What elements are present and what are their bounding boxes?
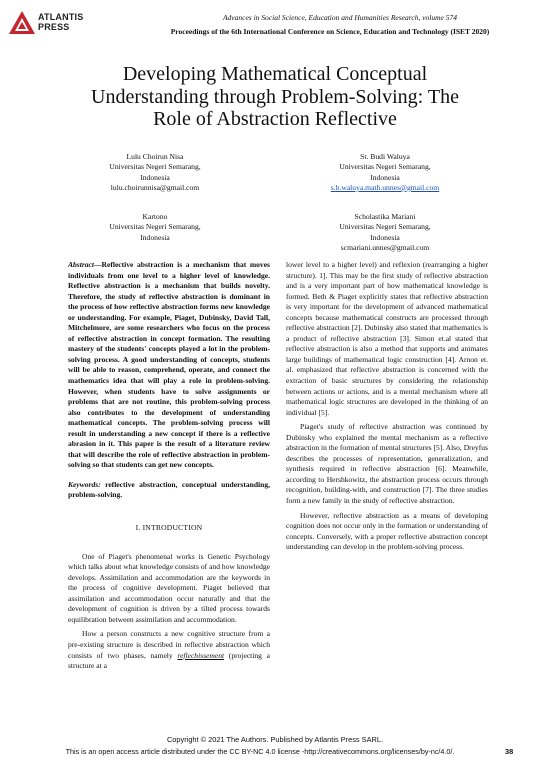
author-block-3 bbox=[55, 212, 255, 243]
author-country: Indonesia bbox=[140, 172, 170, 182]
author-country: Indonesia bbox=[370, 172, 400, 182]
author-email: scmariani.unnes@gmail.com bbox=[340, 242, 430, 252]
body-paragraph: One of Piaget's phenomenal works is Genetic Psychology which talks about what knowledge consists of and how knowledge develops. Assimilation and accommodation are the keywords in the process of cognitive development. Piaget believed that assimilation and accommodation occur naturally and that the development of cognition is driven by a tilted process towards equilibration between assimilation and accommodation. bbox=[68, 551, 270, 624]
footer-copyright: Copyright © 2021 The Authors. Published by Atlantis Press SARL. bbox=[166, 735, 384, 744]
author-block-4 bbox=[285, 212, 485, 253]
body-paragraph: How a person constructs a new cognitive structure from a pre-existing structure is described in reflective abstraction which consists of two phases, namely reflechissement (projecting a structure at a bbox=[68, 629, 271, 671]
author-affiliation: Universitas Negeri Semarang, bbox=[109, 222, 201, 232]
footer-license: This is an open access article distributed under the CC BY-NC 4.0 license -http://creativecommons.org/licenses/by-nc/4.0/. bbox=[65, 747, 455, 756]
left-column bbox=[68, 260, 270, 672]
body-paragraph: However, reflective abstraction as a means of developing cognition does not occur only in the formation or understanding of concepts. Conversely, with a proper reflective abstraction concept understanding can develop in the problem-solving process. bbox=[286, 510, 488, 552]
paper-title bbox=[40, 63, 510, 131]
author-block-1 bbox=[55, 152, 255, 193]
author-country: Indonesia bbox=[140, 232, 170, 242]
keywords bbox=[68, 480, 270, 501]
abstract-text: —Reflective abstraction is a mechanism that moves individuals from one level to a higher level of knowledge. Reflective abstraction is a mechanism that builds novelty. Therefore, the study of reflective abstraction is dominant in the process of how reflective abstraction forms new knowledge or understanding. For example, Piaget, Dubinsky, David Tall, Mitchelmore, are some researchers who focus on the process of reflective abstraction in concept formation. The resulting mastery of the students' concepts played a lot in the problem-solving process. A good understanding of concepts, students will be able to reason, comprehend, operate, and connect the mathematics idea that will play a role in problem-solving. However, when students have to solve assignments or problems that are not routine, this problem-solving process also contributes to the development of understanding mathematical concepts. The problem-solving process will result in understanding a new concept if there is a reflective abrasion in it. This paper is the result of a literature review that will describe the role of reflective abstraction in problem-solving so that students can get new concepts. bbox=[68, 260, 270, 470]
author-name: Scholastika Mariani bbox=[354, 212, 416, 221]
proceedings-line: Proceedings of the 6th International Conference on Science, Education and Technology (ISET 2020) bbox=[170, 27, 490, 36]
right-column bbox=[286, 260, 488, 553]
author-name: Lulu Choirun Nisa bbox=[126, 152, 184, 161]
author-email: lulu.choirunnisa@gmail.com bbox=[110, 182, 200, 192]
keywords-lead: Keywords: bbox=[68, 479, 101, 489]
journal-line: Advances in Social Science, Education and Humanities Research, volume 574 bbox=[222, 13, 458, 22]
body-paragraph: Piaget's study of reflective abstraction was continued by Dubinsky who explained the mental mechanism as a reflective abstraction in the formation of mental structures [5]. Also, Dreyfus describes the processes of representation, generalization, and synthesis required in reflective abstraction [6]. Meanwhile, according to Hershkowitz, the abstraction process occurs through recognition, building-with, and construction [7]. The three studies form a new family in the study of reflective abstraction. bbox=[286, 422, 488, 506]
emphasized-term: reflechissement bbox=[177, 650, 225, 660]
title-line-1: Developing Mathematical Conceptual bbox=[122, 63, 428, 85]
author-name: St. Budi Waluya bbox=[360, 152, 410, 161]
title-line-2: Understanding through Problem-Solving: The bbox=[91, 85, 459, 108]
body-paragraph: lower level to a higher level) and reflexion (rearranging a higher structure). 1]. This may be the first study of reflective abstraction and is a very important part of how mathematical knowledge is formed. Beth & Piaget explicitly states that reflective abstraction is very important for the development of advanced mathematical concepts because mathematical constructs are processed through reflective abstraction [2]. Dubinsky also stated that mathematics is a product of reflective abstraction [3]. Simon et.al stated that reflective abstraction is also a method that supports and animates large buildings of mathematical logic construction [4]. Arnon et. al. emphasized that reflective abstraction is concerned with the extraction of basic structures by considering the relationship between actions or actions, and is a mental mechanism where all mathematical logic structures are developed in the thinking of an individual [5]. bbox=[286, 260, 488, 417]
abstract bbox=[68, 260, 270, 471]
author-affiliation: Universitas Negeri Semarang, bbox=[339, 162, 431, 172]
author-country: Indonesia bbox=[370, 232, 400, 242]
author-email-link[interactable]: s.b.waluya.math.unnes@gmail.com bbox=[330, 182, 440, 192]
abstract-lead: Abstract bbox=[68, 260, 94, 269]
keywords-text: reflective abstraction, conceptual understanding, problem-solving. bbox=[68, 479, 270, 500]
page-number: 38 bbox=[505, 747, 514, 756]
title-line-3: Role of Abstraction Reflective bbox=[153, 108, 397, 130]
author-affiliation: Universitas Negeri Semarang, bbox=[339, 222, 431, 232]
logo-line-1: ATLANTIS bbox=[38, 12, 84, 22]
author-block-2 bbox=[285, 152, 485, 193]
section-heading: I. INTRODUCTION bbox=[135, 523, 203, 533]
logo-line-2: PRESS bbox=[38, 22, 70, 32]
author-affiliation: Universitas Negeri Semarang, bbox=[109, 162, 201, 172]
author-name: Kartono bbox=[142, 212, 168, 221]
